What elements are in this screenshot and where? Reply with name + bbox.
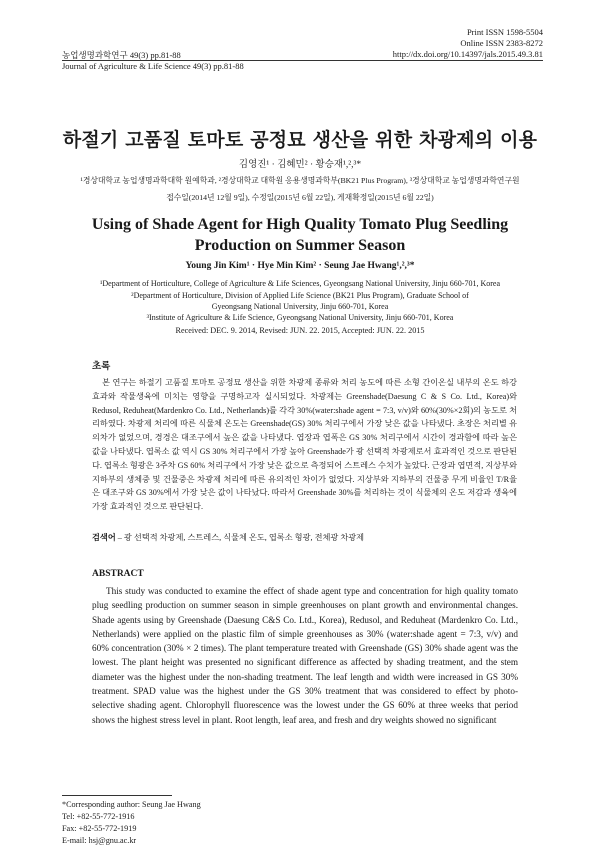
abstract-body <box>92 584 518 727</box>
journal-korean-citation: 농업생명과학연구 49(3) pp.81-88 <box>62 50 181 60</box>
korean-authors: 김영진¹ · 김혜민² · 황승재¹,²,³* <box>238 160 362 170</box>
affiliation-2a: ²Department of Horticulture, Division of Applied Life Science (BK21 Plus Program), Graduate School of <box>131 291 469 300</box>
online-issn: Online ISSN 2383-8272 <box>460 38 543 48</box>
keywords-label: 검색어 <box>92 533 116 542</box>
affiliation-1: ¹Department of Horticulture, College of Agriculture & Life Sciences, Gyeongsang National University, Jinju 660-701, Korea <box>100 279 500 288</box>
korean-abstract-heading: 초록 <box>92 362 111 372</box>
korean-dates: 접수일(2014년 12월 9일), 수정일(2015년 6월 22일), 게재확정일(2015년 6월 22일) <box>166 193 434 202</box>
abstract-heading: ABSTRACT <box>92 569 144 579</box>
english-title-line2: Production on Summer Season <box>194 237 406 254</box>
keywords-list: – 광 선택적 차광제, 스트레스, 식물체 온도, 엽록소 형광, 전체광 차광제 <box>115 533 365 542</box>
affiliation-3: ³Institute of Agriculture & Life Science, Gyeongsang National University, Jinju 660-701, Korea <box>146 313 454 322</box>
author-fax: Fax: +82-55-772-1919 <box>62 824 137 833</box>
korean-abstract-text: 본 연구는 하절기 고품질 토마토 공정묘 생산을 위한 차광제 종류와 처리 농도에 따른 소형 간이온실 내부의 온도 하강 효과와 작물생육에 미치는 영향을 구명하고자 실시되었다. 차광제는 Greenshade(Daesung C & S Co. Ltd., Korea)와 Redusol, Reduheat(Mardenkro Co. Ltd., Netherlands)를 각각 30%(water:shade agent = 7:3, v/v)와 60%(30%×2회)의 농도로 처리하였다. 차광제 처리에 따른 식물체 온도는 Greenshade(GS) 30% 처리구에서 가장 낮은 값을 나타냈다. 초장은 처리별 유의차가 없었으며, 경경은 대조구에서 높은 값을 나타냈다. 엽장과 엽폭은 GS 30% 처리구에서 시간이 경과함에 따라 높은 값을 나타냈다. 엽록소 값 역시 GS 30% 처리구에서 가장 높아 Greenshade가 광 선택적 차광제로서 효과적인 것으로 판단된다. 엽록소 형광은 3주차 GS 60% 처리구에서 가장 낮은 값으로 측정되어 스트레스 수치가 높았다. 근장과 엽면적, 지상부와 지하부의 생체중 및 건물중은 차광제 처리에 따른 유의적인 차이가 없었다. 지상부와 지하부의 건물중 무게 비율인 T/R율은 대조구와 GS 30%에서 가장 낮은 값이 나타났다. 따라서 Greenshade 30%를 처리하는 것이 식물체의 온도 저감과 생육에 가장 효과적인 것으로 판단된다. <box>92 378 517 512</box>
english-authors: Young Jin Kim¹ · Hye Min Kim² · Seung Jae Hwang¹,²,³* <box>185 261 415 271</box>
author-tel: Tel: +82-55-772-1916 <box>62 812 135 821</box>
korean-title: 하절기 고품질 토마토 공정묘 생산을 위한 차광제의 이용 <box>62 129 538 151</box>
corresponding-author: *Corresponding author: Seung Jae Hwang <box>62 800 201 809</box>
korean-affiliations: ¹경상대학교 농업생명과학대학 원예학과, ²경상대학교 대학원 응용생명과학부(BK21 Plus Program), ³경상대학교 농업생명과학연구원 <box>80 176 520 185</box>
journal-english-citation: Journal of Agriculture & Life Science 49(3) pp.81-88 <box>62 61 244 71</box>
author-email[interactable]: E-mail: hsj@gnu.ac.kr <box>62 836 137 845</box>
print-issn: Print ISSN 1598-5504 <box>466 27 543 37</box>
doi-link[interactable]: http://dx.doi.org/10.14397/jals.2015.49.3.81 <box>392 49 543 59</box>
footnote-divider <box>62 795 172 796</box>
abstract-text: This study was conducted to examine the effect of shade agent type and concentration for high quality tomato plug seedling production on summer season in simple greenhouses on plant growth and environmental changes. Shade agents using by Greenshade (Daesung C&S Co. Ltd., Korea), Redusol, and Reduheat (Mardenkro Co. Ltd., Netherlands) were applied on the plastic film of simple greenhouses as 30% (water:shade agent = 7:3, v/v) and 60% concentration (30% × 2 times). The plant temperature treated with Greenshade (GS) 30% shade agent was the lowest. The plant height was presented no significant difference as affected by shading treatment, and the stem diameter was the highest under the non-shading treatment. The leaf length and width were increased in GS 30% treatment. SPAD value was the highest under the GS 30% treatment that was considered to effect by photo-selective shading agent. Chlorophyll fluorescence was the lowest under the GS 60% at three weeks that period shows the highest stress level in plant. Root length, leaf area, and fresh and dry weights showed no significant <box>92 586 518 725</box>
korean-abstract-body <box>92 376 517 514</box>
english-title-line1: Using of Shade Agent for High Quality Tomato Plug Seedling <box>91 216 509 233</box>
affiliation-2b: Gyeongsang National University, Jinju 660-701, Korea <box>211 302 389 311</box>
keywords <box>92 532 522 543</box>
manuscript-dates: Received: DEC. 9. 2014, Revised: JUN. 22. 2015, Accepted: JUN. 22. 2015 <box>175 326 425 335</box>
